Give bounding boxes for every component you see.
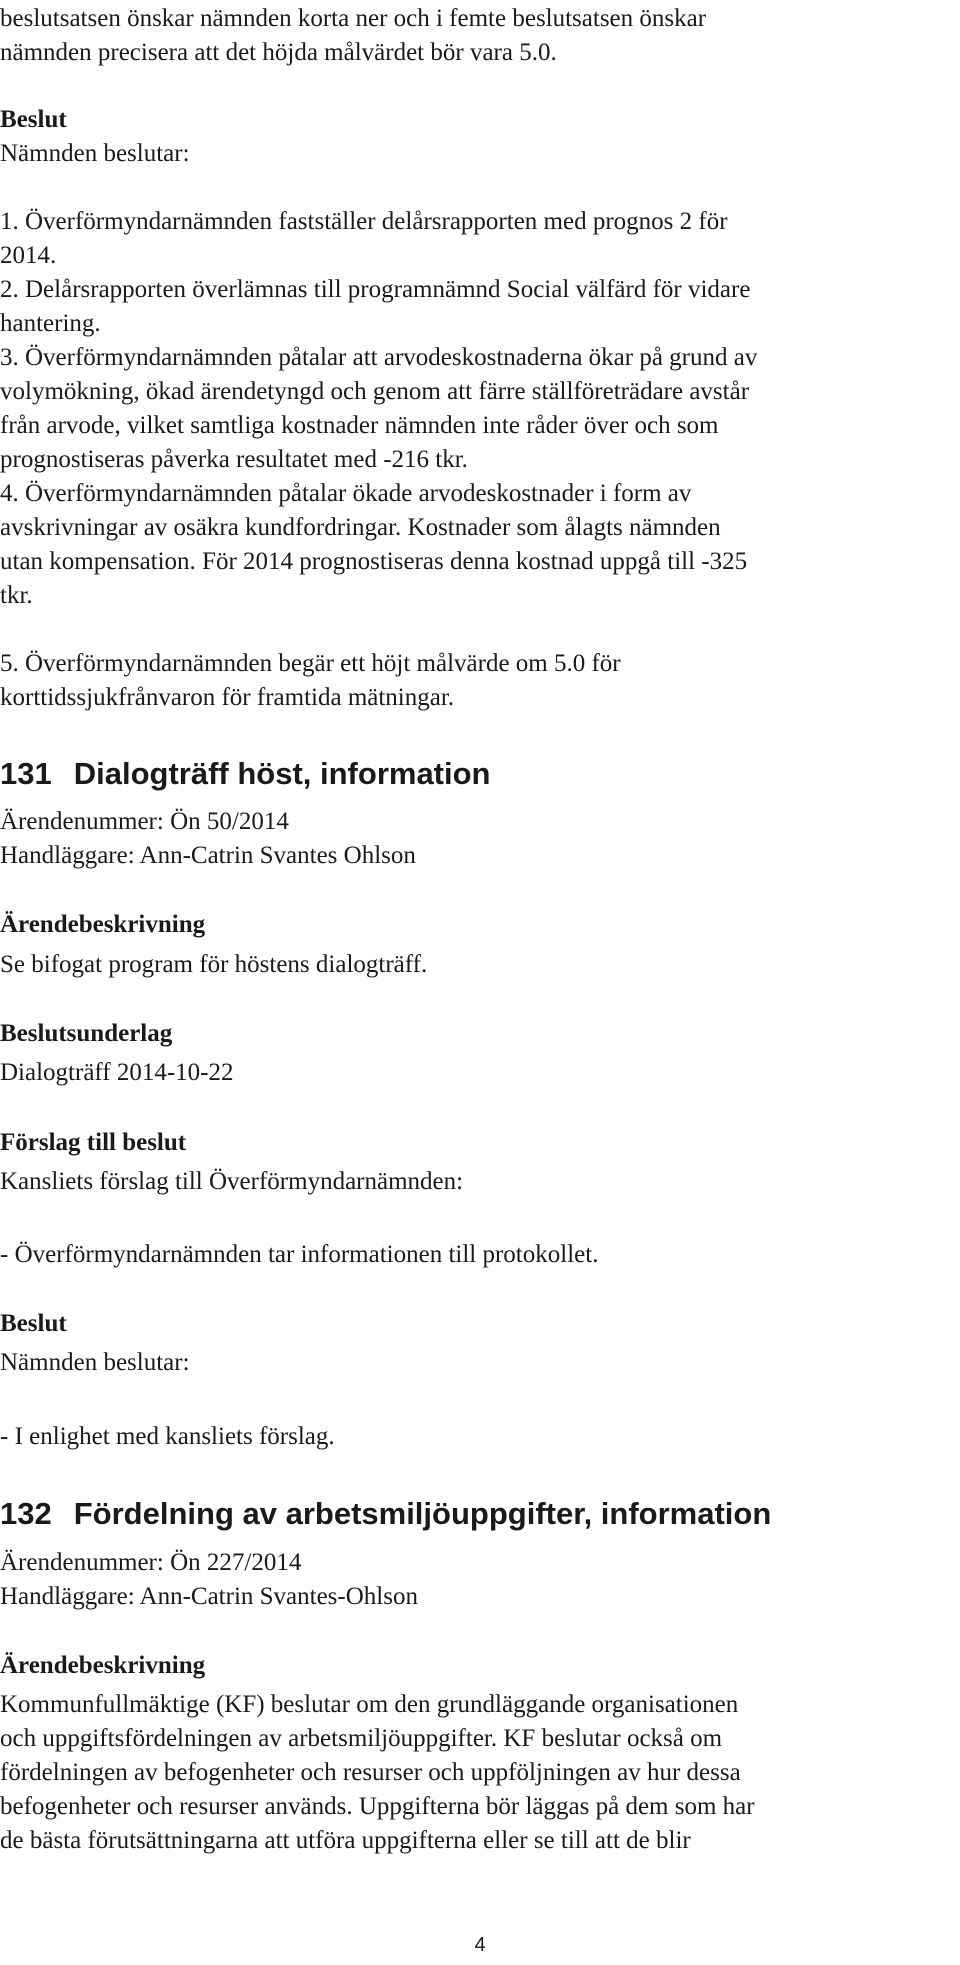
description-line: fördelningen av befogenheter och resurser och uppföljningen av hur dessa (0, 1759, 741, 1786)
description-heading: Ärendebeskrivning (0, 1652, 206, 1679)
section-title: Dialogträff höst, information (73, 756, 491, 791)
description-line: de bästa förutsättningarna att utföra uppgifterna eller se till att de blir (0, 1827, 691, 1854)
basis-heading: Beslutsunderlag (0, 1020, 173, 1047)
decision-item-line: 4. Överförmyndarnämnden påtalar ökade arvodeskostnader i form av (0, 480, 692, 507)
section-heading-131 (0, 754, 491, 794)
decision-lead: Nämnden beslutar: (0, 140, 190, 167)
decision-item-line: korttidssjukfrånvaron för framtida mätningar. (0, 684, 455, 711)
description-line: och uppgiftsfördelningen av arbetsmiljöuppgifter. KF beslutar också om (0, 1725, 723, 1752)
page-number: 4 (474, 1934, 486, 1956)
section-number: 131 (0, 756, 52, 791)
decision-lead: Nämnden beslutar: (0, 1349, 190, 1376)
decision-heading: Beslut (0, 1310, 67, 1337)
decision-heading: Beslut (0, 106, 67, 133)
decision-item-line: 1. Överförmyndarnämnden fastställer delårsrapporten med prognos 2 för (0, 208, 728, 235)
decision-item-line: prognostiseras påverka resultatet med -216 tkr. (0, 446, 468, 473)
decision-item-line: hantering. (0, 310, 101, 337)
decision-item-line: volymökning, ökad ärendetyngd och genom att färre ställföreträdare avstår (0, 378, 750, 405)
intro-line: nämnden precisera att det höjda målvärdet bör vara 5.0. (0, 39, 557, 66)
proposal-heading: Förslag till beslut (0, 1129, 187, 1156)
description-heading: Ärendebeskrivning (0, 911, 206, 938)
decision-item: - I enlighet med kansliets förslag. (0, 1423, 335, 1450)
decision-item-line: 3. Överförmyndarnämnden påtalar att arvodeskostnaderna ökar på grund av (0, 344, 758, 371)
decision-item-line: från arvode, vilket samtliga kostnader nämnden inte råder över och som (0, 412, 719, 439)
intro-line: beslutsatsen önskar nämnden korta ner och i femte beslutsatsen önskar (0, 5, 707, 32)
description-text: Se bifogat program för höstens dialogträff. (0, 951, 428, 978)
case-number: Ärendenummer: Ön 50/2014 (0, 808, 289, 835)
case-handler: Handläggare: Ann-Catrin Svantes Ohlson (0, 842, 416, 869)
description-line: Kommunfullmäktige (KF) beslutar om den grundläggande organisationen (0, 1691, 739, 1718)
case-number: Ärendenummer: Ön 227/2014 (0, 1549, 302, 1576)
basis-text: Dialogträff 2014-10-22 (0, 1059, 234, 1086)
proposal-lead: Kansliets förslag till Överförmyndarnämnden: (0, 1168, 464, 1195)
section-heading-132 (0, 1494, 771, 1534)
decision-item-line: utan kompensation. För 2014 prognostiseras denna kostnad uppgå till -325 (0, 548, 748, 575)
decision-item-line: avskrivningar av osäkra kundfordringar. Kostnader som ålagts nämnden (0, 514, 721, 541)
decision-item-line: 2014. (0, 242, 57, 269)
decision-item-line: tkr. (0, 582, 33, 609)
section-number: 132 (0, 1496, 52, 1531)
section-title: Fördelning av arbetsmiljöuppgifter, information (73, 1496, 772, 1531)
decision-item-line: 5. Överförmyndarnämnden begär ett höjt målvärde om 5.0 för (0, 650, 621, 677)
decision-item-line: 2. Delårsrapporten överlämnas till programnämnd Social välfärd för vidare (0, 276, 751, 303)
case-handler: Handläggare: Ann-Catrin Svantes-Ohlson (0, 1583, 418, 1610)
description-line: befogenheter och resurser används. Uppgifterna bör läggas på dem som har (0, 1793, 755, 1820)
proposal-item: - Överförmyndarnämnden tar informationen till protokollet. (0, 1241, 599, 1268)
